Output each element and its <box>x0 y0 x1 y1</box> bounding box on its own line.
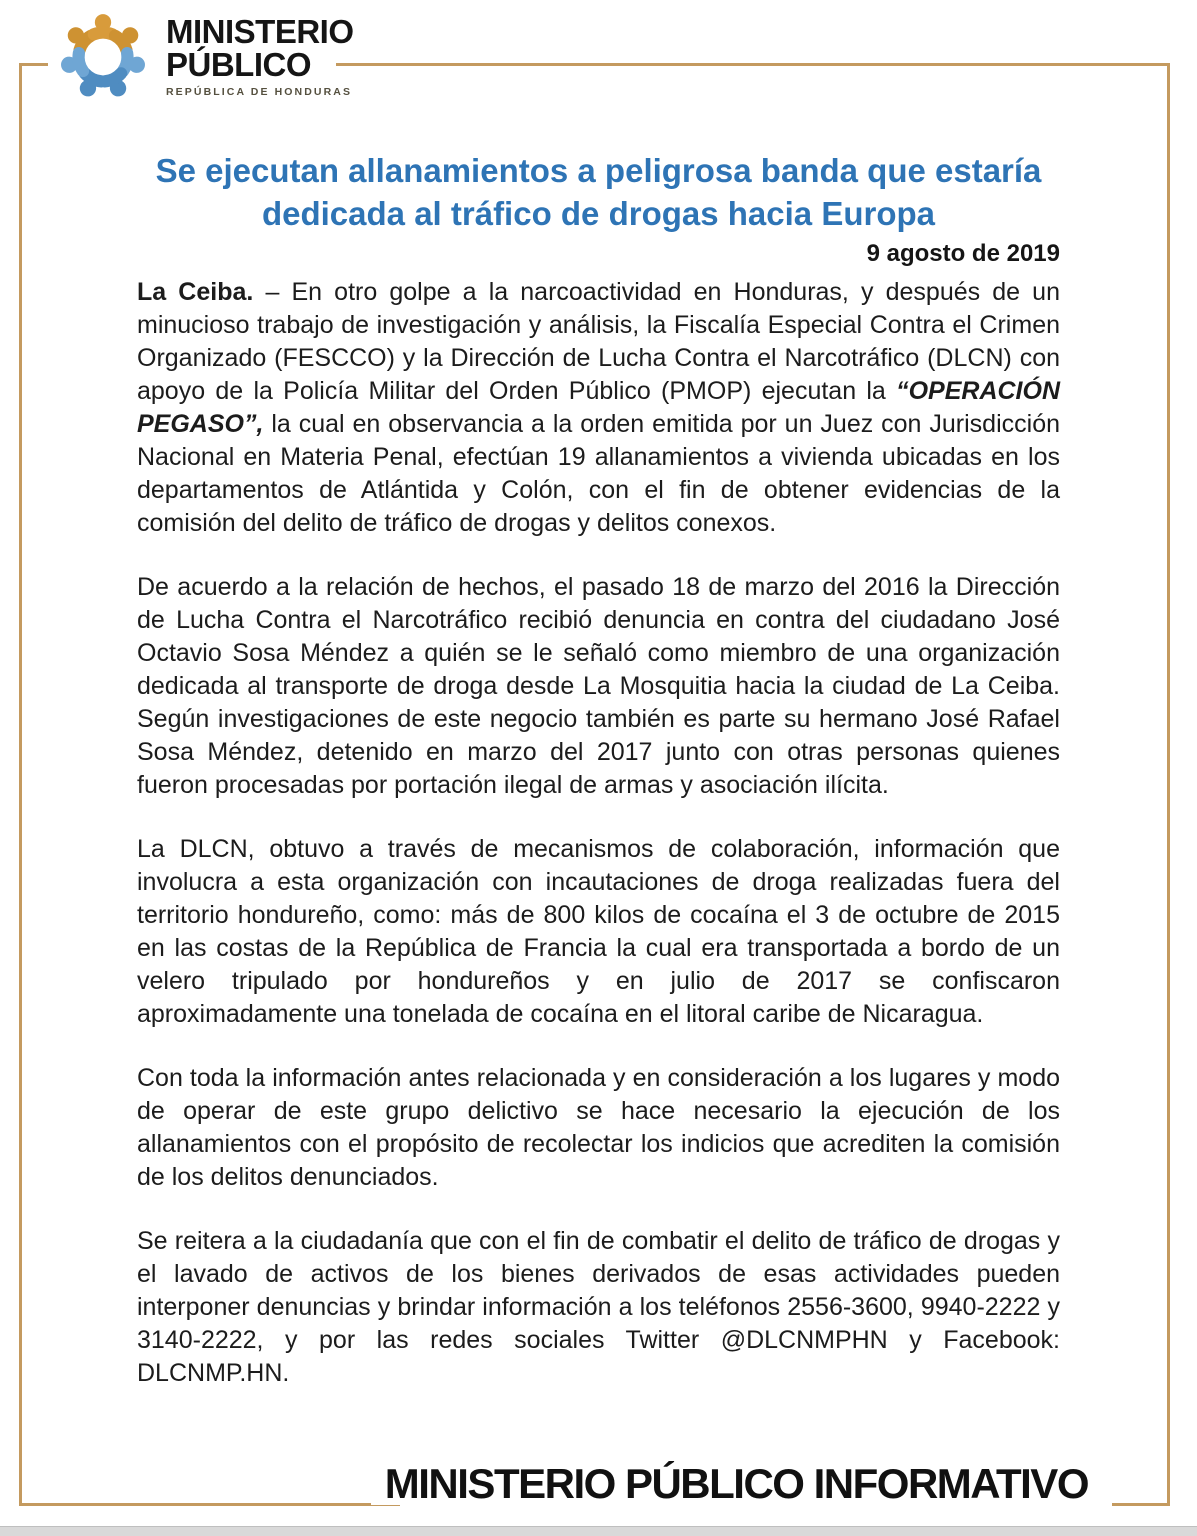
paragraph: Con toda la información antes relacionada y en consideración a los lugares y modo de operar de este grupo delictivo se hace necesario la ejecución de los allanamientos con el propósito de recolectar los indicios que acrediten la comisión de los delitos denunciados. <box>137 1063 1060 1191</box>
page-border-bottom-left-segment <box>19 1503 400 1506</box>
ministerio-publico-logo <box>52 6 354 108</box>
page-bottom-edge <box>0 1526 1197 1536</box>
logo-tagline: REPÚBLICA DE HONDURAS <box>166 85 353 98</box>
paragraph: De acuerdo a la relación de hechos, el pasado 18 de marzo del 2016 la Dirección de Lucha Contra el Narcotráfico recibió denuncia en contra del ciudadano José Octavio Sosa Méndez a quién se le señaló como miembro de una organización dedicada al transporte de droga desde La Mosquitia hacia la ciudad de La Ceiba. Según investigaciones de este negocio también es parte su hermano José Rafael Sosa Méndez, detenido en marzo del 2017 junto con otras personas quienes fueron procesadas por portación ilegal de armas y asociación ilícita. <box>137 572 1060 799</box>
logo-line-2: PÚBLICO <box>166 45 311 83</box>
page-border-left <box>19 63 22 1506</box>
people-circle-logo-icon <box>52 6 154 108</box>
footer-banner-title: MINISTERIO PÚBLICO INFORMATIVO <box>371 1463 1102 1505</box>
body-paragraphs <box>137 276 1060 1390</box>
paragraph: Se reitera a la ciudadanía que con el fin de combatir el delito de tráfico de drogas y el lavado de activos de los bienes derivados de esas actividades pueden interponer denuncias y brindar información a los teléfonos 2556-3600, 9940-2222 y 3140-2222, y por las redes sociales Twitter @DLCNMPHN y Facebook: DLCNMP.HN. <box>137 1226 1060 1387</box>
page-border-top-right-segment <box>336 63 1170 66</box>
paragraph: La DLCN, obtuvo a través de mecanismos de colaboración, información que involucra a esta organización con incautaciones de droga realizadas fuera del territorio hondureño, como: más de 800 kilos de cocaína el 3 de octubre de 2015 en las costas de la República de Francia la cual era transportada a bordo de un velero tripulado por hondureños y en julio de 2017 se confiscaron aproximadamente una tonelada de cocaína en el litoral caribe de Nicaragua. <box>137 834 1060 1028</box>
release-date: 9 agosto de 2019 <box>866 239 1060 267</box>
page-border-top-left-segment <box>19 63 48 66</box>
page-border-bottom-right-segment <box>1112 1503 1170 1506</box>
page-title: Se ejecutan allanamientos a peligrosa banda que estaría dedicada al tráfico de drogas hacia Europa <box>155 152 1042 232</box>
paragraph: La Ceiba. – En otro golpe a la narcoactividad en Honduras, y después de un minucioso trabajo de investigación y análisis, la Fiscalía Especial Contra el Crimen Organizado (FESCCO) y la Dirección de Lucha Contra el Narcotráfico (DLCN) con apoyo de la Policía Militar del Orden Público (PMOP) ejecutan la “OPERACIÓN PEGASO”, la cual en observancia a la orden emitida por un Juez con Jurisdicción Nacional en Materia Penal, efectúan 19 allanamientos a vivienda ubicadas en los departamentos de Atlántida y Colón, con el fin de obtener evidencias de la comisión del delito de tráfico de drogas y delitos conexos. <box>137 277 1060 537</box>
logo-line-1: MINISTERIO <box>166 13 354 51</box>
page-border-right <box>1167 63 1170 1506</box>
logo-wordmark <box>166 13 354 98</box>
